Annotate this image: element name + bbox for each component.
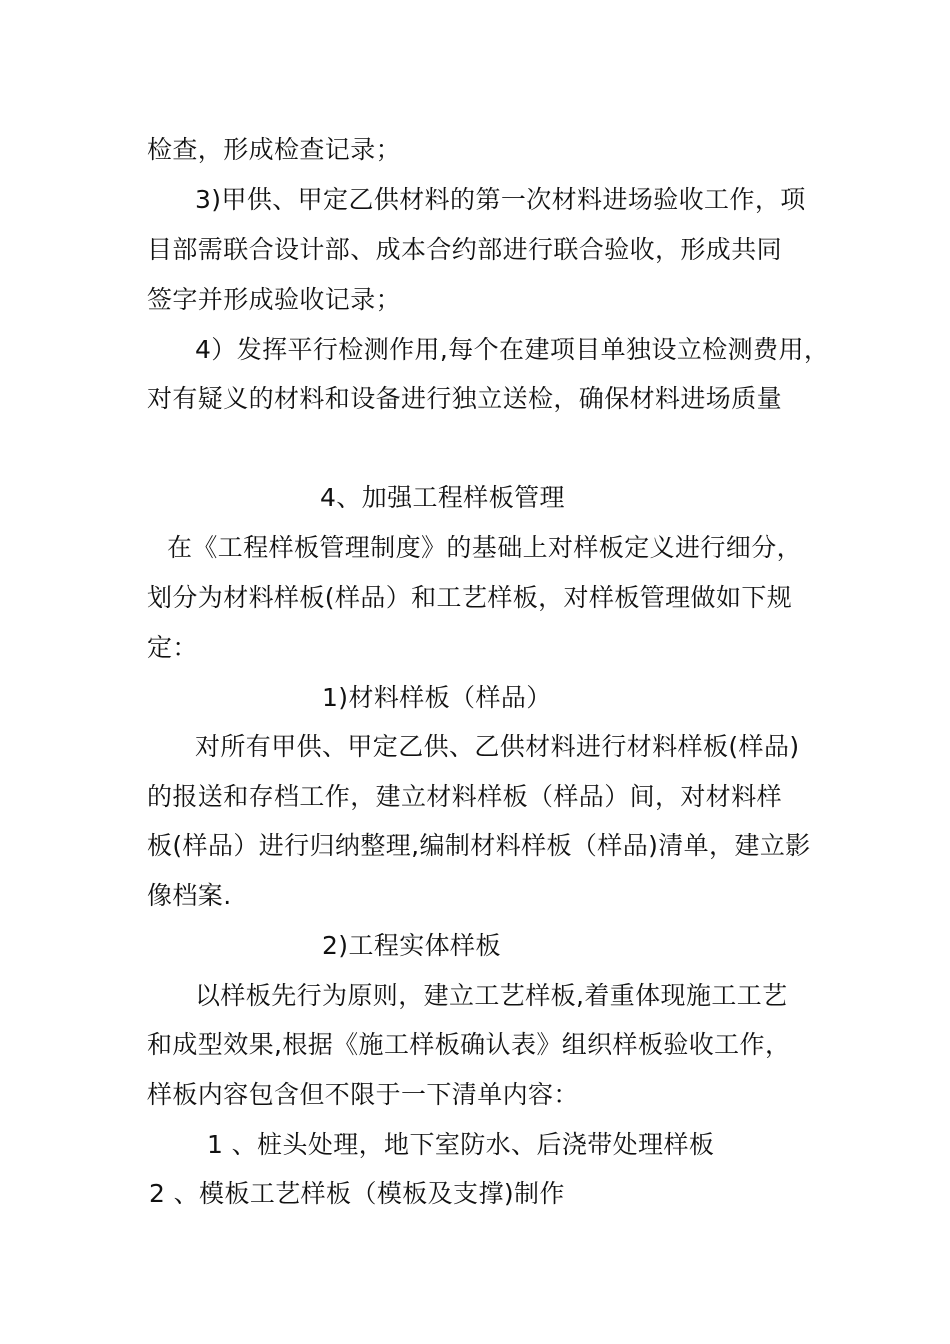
text-line: 划分为材料样板(样品）和工艺样板，对样板管理做如下规: [147, 583, 793, 612]
text-line: 3)甲供、甲定乙供材料的第一次材料进场验收工作，项: [195, 185, 806, 214]
text-line: 板(样品）进行归纳整理,编制材料样板（样品)清单，建立影: [147, 831, 811, 860]
text-line: 像档案.: [147, 881, 232, 910]
text-line: 以样板先行为原则，建立工艺样板,着重体现施工工艺: [195, 981, 788, 1010]
list-item: 1 、桩头处理，地下室防水、后浇带处理样板: [207, 1130, 715, 1159]
text-line: 在《工程样板管理制度》的基础上对样板定义进行细分，: [167, 533, 803, 562]
section-heading: 4、加强工程样板管理: [320, 483, 565, 512]
text-line: 检查，形成检查记录；: [147, 135, 402, 164]
text-line: 和成型效果,根据《施工样板确认表》组织样板验收工作，: [147, 1030, 791, 1059]
subsection-heading: 1)材料样板（样品）: [322, 683, 552, 712]
text-line: 的报送和存档工作，建立材料样板（样品）间，对材料样: [147, 782, 783, 811]
list-item: 2 、模板工艺样板（模板及支撑)制作: [149, 1179, 565, 1208]
text-line: 样板内容包含但不限于一下清单内容：: [147, 1080, 579, 1109]
text-line: 定：: [147, 633, 198, 662]
text-line: 签字并形成验收记录；: [147, 285, 402, 314]
subsection-heading: 2)工程实体样板: [322, 931, 501, 960]
text-line: 4）发挥平行检测作用,每个在建项目单独设立检测费用，: [195, 335, 830, 364]
text-line: 对有疑义的材料和设备进行独立送检，确保材料进场质量: [147, 384, 783, 413]
text-line: 目部需联合设计部、成本合约部进行联合验收，形成共同: [147, 235, 783, 264]
text-line: 对所有甲供、甲定乙供、乙供材料进行材料样板(样品): [195, 732, 800, 761]
